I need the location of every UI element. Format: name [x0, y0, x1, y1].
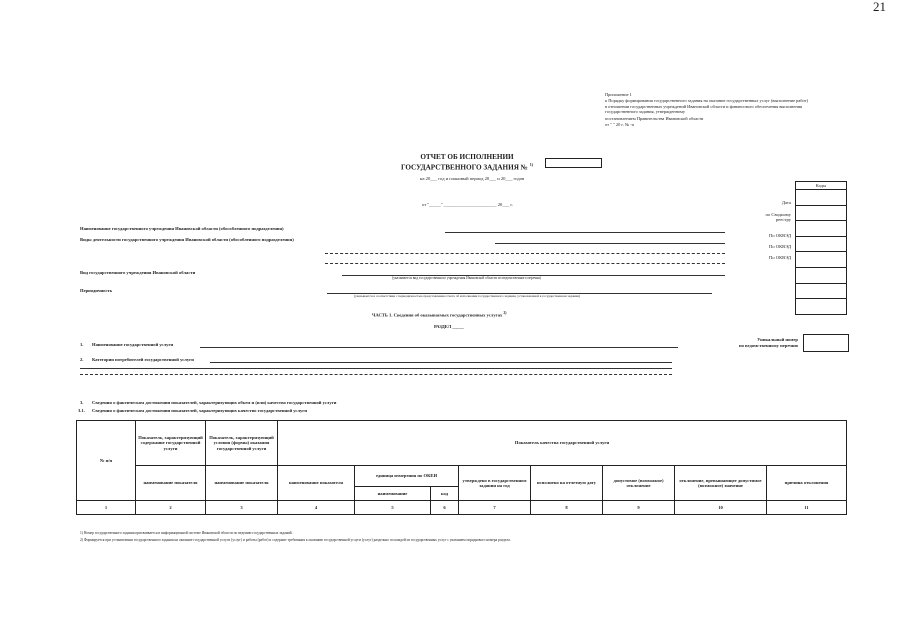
quality-indicators-table: [76, 420, 847, 515]
codes-header: Коды: [796, 182, 847, 190]
item2-line-1[interactable]: [210, 362, 672, 363]
page-number: 21: [873, 0, 886, 14]
item3-label: Сведения о фактическом достижении показателей, характеризующих объем и (или) качество государственной услуги: [92, 400, 337, 405]
column-number: 6: [431, 501, 459, 515]
footnote-2: 2) Формируется при установлении государственного задания на оказание государственной услуги (услуг) и работы (работ) и содержит требования к оказанию государственной услуги (услуг) раздельно по каждой из государственных услуг с указанием порядкового номера раздела.: [80, 538, 511, 542]
item3-number: 3.: [80, 400, 84, 405]
item2-number: 2.: [80, 357, 84, 362]
okved-label-2: По ОКВЭД: [769, 244, 791, 249]
column-number: 8: [531, 501, 603, 515]
col-header-number: № п/п: [77, 421, 136, 501]
column-number: 9: [603, 501, 675, 515]
institution-type-label: Вид государственного учреждения Ивановской области: [80, 270, 196, 275]
unique-number-line-2: по ведомственному перечню: [738, 342, 798, 348]
periodicity-hint: (указывается в соответствии с периодичностью представления отчета об исполнении государственного задания, установленной в государственном задании): [354, 294, 581, 298]
code-cell-form[interactable]: [796, 190, 847, 206]
report-title: [392, 153, 542, 171]
item31-number: 3.1.: [78, 408, 85, 413]
sub-header-unit-name: наименование: [355, 487, 431, 501]
col-header-conditions: Показатель, характеризующий условия (формы) оказания государственной услуги: [206, 421, 278, 466]
okved-label-3: По ОКВЭД: [769, 255, 791, 260]
column-number: 2: [136, 501, 206, 515]
sub-header-unit: единица измерения по ОКЕИ: [355, 466, 459, 487]
sub-header-executed: исполнено на отчетную дату: [531, 466, 603, 501]
title-footnote-mark: 1): [529, 162, 534, 167]
appendix-line-2: к Порядку формирования государственного задания на оказание государственных услуг (выполнение работ) в отношении государственных учреждений Ивановской области и финансового обеспечения выполнения государственного задания, утвержденному: [605, 98, 809, 115]
section-label: РАЗДЕЛ _____: [434, 324, 464, 329]
part-title-text: ЧАСТЬ 1. Сведения об оказываемых государственных услугах: [372, 312, 503, 318]
appendix-line-4: от " " 20 г. № -п: [605, 122, 635, 128]
item1-number: 1.: [80, 342, 84, 347]
column-number: 5: [355, 501, 431, 515]
unique-number-line-1: Уникальный номер: [757, 337, 798, 342]
appendix-line-1: Приложение 1: [605, 92, 632, 97]
period-line: на 20___ год и плановый период 20___ и 20___ годов: [420, 176, 525, 181]
sub-header-deviation: отклонение, превышающее допустимое (возможное) значение: [675, 466, 767, 501]
appendix-line-3: постановлением Правительства Ивановской области: [605, 115, 704, 121]
column-number: 7: [459, 501, 531, 515]
sub-header-unit-code: код: [431, 487, 459, 501]
column-number: 3: [206, 501, 278, 515]
registry-label-text: по Сводному реестру: [765, 212, 791, 223]
item2-label: Категории потребителей государственной услуги: [92, 357, 194, 362]
sub-header-approved: утверждено в государственном задании на год: [459, 466, 531, 501]
code-cell-okved-2[interactable]: [796, 252, 847, 268]
part-footnote-mark: 2): [503, 311, 507, 315]
code-cell-okved-1[interactable]: [796, 236, 847, 252]
registry-label: [752, 212, 791, 222]
institution-name-label: Наименование государственного учреждения Ивановской области (обособленного подразделения): [80, 226, 284, 231]
item2-line-2[interactable]: [80, 368, 672, 369]
unique-number-input[interactable]: [803, 334, 849, 352]
date-label: Дата: [781, 200, 791, 205]
item1-label: Наименование государственной услуги: [92, 342, 174, 347]
col-header-content: Показатель, характеризующий содержание государственной услуги: [136, 421, 206, 466]
code-cell-date[interactable]: [796, 205, 847, 221]
item31-label: Сведения о фактическом достижении показателей, характеризующих качество государственной услуги: [92, 408, 308, 413]
activity-types-line-1[interactable]: [495, 243, 725, 244]
report-title-line-2: [392, 161, 542, 171]
activity-types-line-2[interactable]: [325, 253, 725, 254]
column-number: 11: [767, 501, 847, 515]
col-header-quality: Показатель качества государственной услуги: [278, 421, 847, 466]
codes-table: [795, 181, 847, 315]
code-cell-okved-3[interactable]: [796, 267, 847, 283]
okved-label-1: По ОКВЭД: [769, 233, 791, 238]
report-title-text: ГОСУДАРСТВЕННОГО ЗАДАНИЯ №: [400, 163, 528, 172]
sub-header-indicator-name: наименование показателя: [278, 466, 355, 501]
footnote-1: 1) Номер государственного задания присваивается в информационной системе Ивановской области по ведению государственных заданий.: [80, 531, 293, 535]
code-cell-type[interactable]: [796, 283, 847, 299]
item1-line[interactable]: [200, 347, 678, 348]
column-number: 1: [77, 501, 136, 515]
report-title-line-1: ОТЧЕТ ОБ ИСПОЛНЕНИИ: [420, 153, 514, 161]
date-line: от "_____" _______________________ 20___ г.: [422, 202, 513, 207]
appendix-block: [605, 92, 810, 127]
item2-line-3[interactable]: [80, 374, 672, 375]
activity-types-line-3[interactable]: [325, 263, 725, 264]
code-cell-registry[interactable]: [796, 221, 847, 237]
unique-number-label: [720, 337, 798, 348]
part-title: [372, 311, 507, 318]
sub-header-reason: причина отклонения: [767, 466, 847, 501]
activity-types-label: Виды деятельности государственного учреждения Ивановской области (обособленного подразделения): [80, 237, 294, 242]
sub-header-name-1: наименование показателя: [136, 466, 206, 501]
sub-header-name-2: наименование показателя: [206, 466, 278, 501]
assignment-number-input[interactable]: [545, 158, 602, 168]
institution-type-hint: (указывается вид государственного учреждения Ивановской области из ведомственного перечня): [392, 276, 541, 280]
column-number: 10: [675, 501, 767, 515]
column-numbers-row: [77, 501, 847, 515]
institution-name-line[interactable]: [445, 232, 725, 233]
code-cell-periodicity[interactable]: [796, 299, 847, 315]
periodicity-label: Периодичность: [80, 288, 113, 293]
sub-header-allowed: допустимое (возможное) отклонение: [603, 466, 675, 501]
column-number: 4: [278, 501, 355, 515]
